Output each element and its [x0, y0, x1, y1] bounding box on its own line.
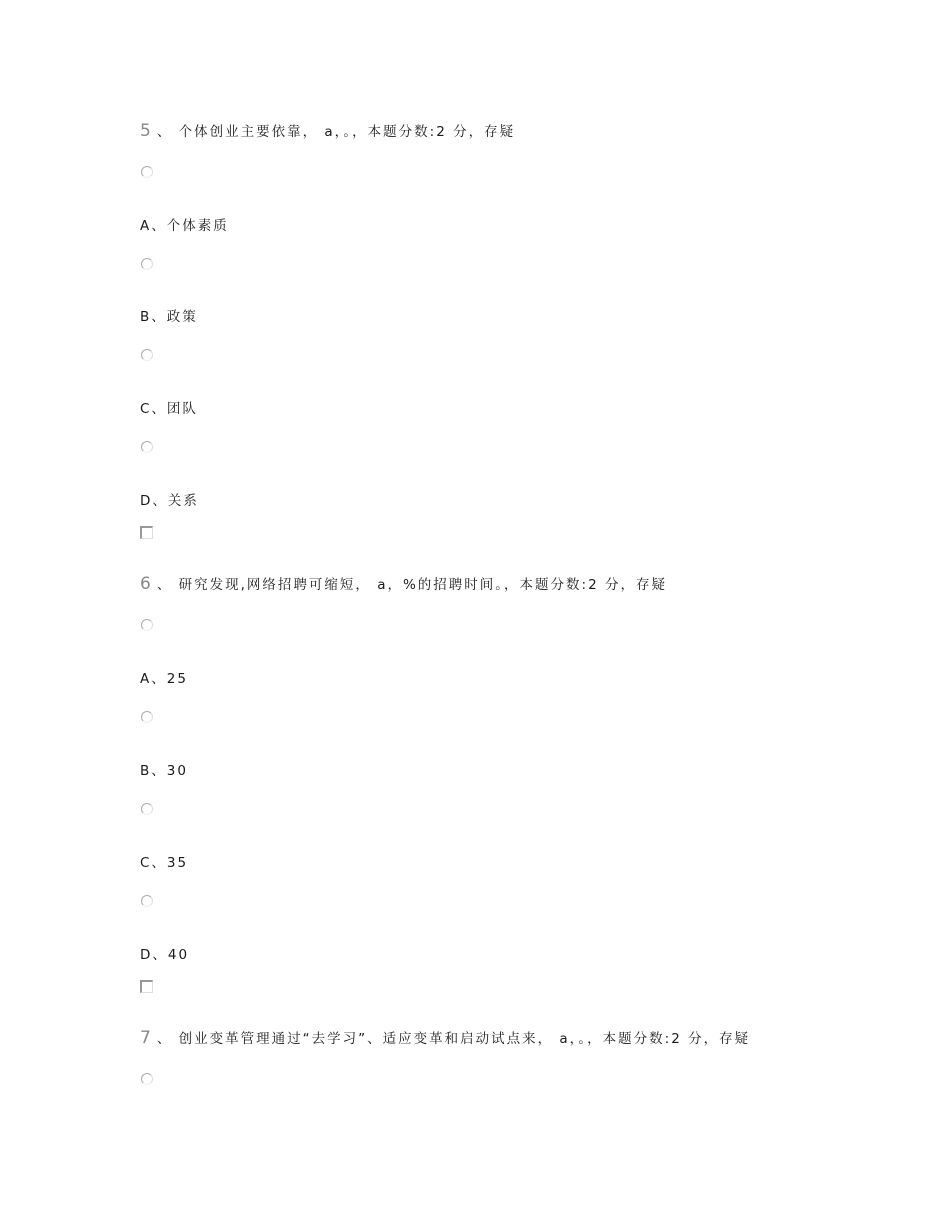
question-text: 、 创业变革管理通过“去学习”、适应变革和启动试点来， a，。，本题分数:2 分，存疑 [156, 1031, 751, 1047]
question-6-radio[interactable] [141, 619, 153, 631]
option-6-c: C、35 [140, 855, 189, 871]
question-7-radio[interactable] [141, 1073, 153, 1085]
question-number: 6 [140, 574, 151, 594]
question-5-title [140, 120, 515, 141]
option-5-c: C、团队 [140, 401, 198, 417]
option-6-d: D、40 [140, 947, 190, 963]
option-5-a: A、个体素质 [140, 218, 229, 234]
question-5-radio[interactable] [141, 166, 153, 178]
option-5-d: D、关系 [140, 493, 199, 509]
question-6-doubt-checkbox[interactable] [140, 980, 153, 993]
option-6-b: B、30 [140, 763, 188, 779]
question-number: 7 [140, 1028, 151, 1048]
option-5-b: B、政策 [140, 309, 198, 325]
option-6-d-radio[interactable] [141, 895, 153, 907]
option-6-b-radio[interactable] [141, 711, 153, 723]
question-number: 5 [140, 121, 151, 141]
question-6-title [140, 573, 667, 594]
option-6-a: A、25 [140, 671, 188, 687]
question-7-title [140, 1027, 750, 1048]
question-text: 、 研究发现,网络招聘可缩短， a，%的招聘时间。，本题分数:2 分，存疑 [156, 577, 667, 593]
option-5-c-radio[interactable] [141, 349, 153, 361]
question-text: 、 个体创业主要依靠， a，。，本题分数:2 分，存疑 [156, 124, 516, 140]
option-5-b-radio[interactable] [141, 258, 153, 270]
option-6-c-radio[interactable] [141, 803, 153, 815]
question-5-doubt-checkbox[interactable] [140, 526, 153, 539]
option-5-d-radio[interactable] [141, 441, 153, 453]
